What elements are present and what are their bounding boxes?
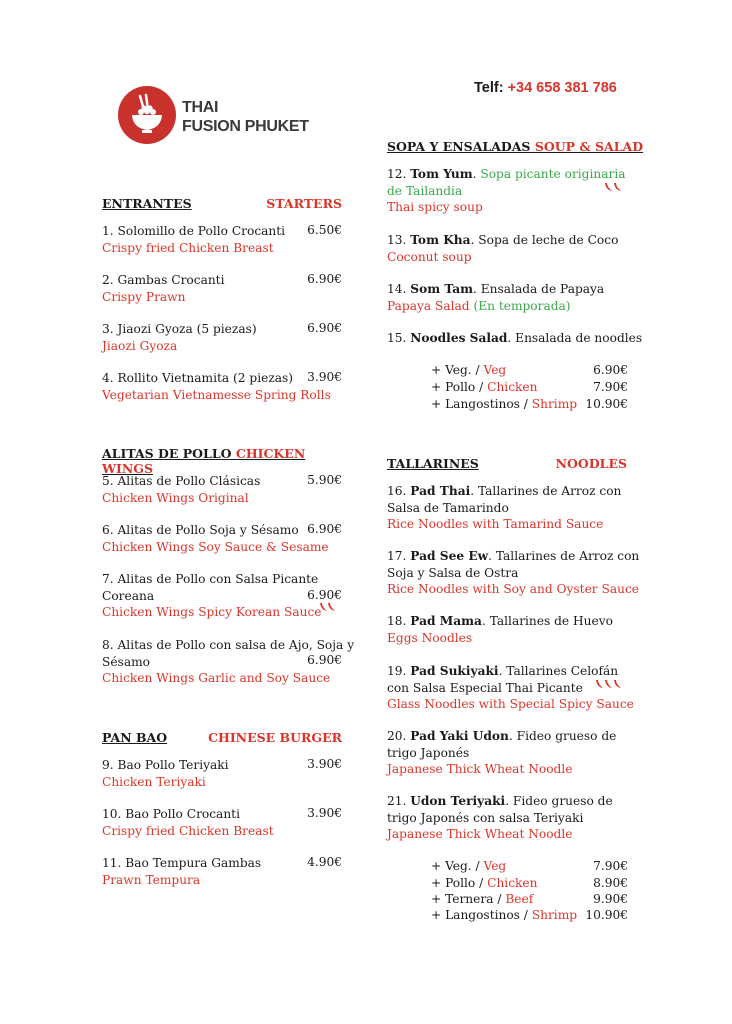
item-desc-cont: con Salsa Especial Thai Picante — [387, 680, 583, 695]
item-name-es: 7. Alitas de Pollo con Salsa Picante — [102, 572, 319, 586]
option-price: 9.90€ — [593, 892, 628, 906]
section-title-en: SOUP & SALAD — [534, 139, 644, 154]
brand-name — [182, 98, 309, 136]
item-number: 18. — [387, 614, 407, 628]
item-season-note: (En temporada) — [473, 298, 571, 313]
phone-contact — [474, 80, 617, 96]
option-name-en: Beef — [505, 892, 534, 906]
item-number: 21. — [387, 794, 407, 808]
phone-number[interactable]: +34 658 381 786 — [507, 80, 617, 96]
item-name: Som Tam — [410, 282, 474, 296]
option-name-en: Chicken — [487, 876, 538, 890]
item-desc: . Tallarines de Arroz con — [470, 484, 622, 498]
option-price: 7.90€ — [593, 380, 628, 394]
item-desc: . Fideo grueso de — [508, 729, 617, 743]
item-price: 5.90€ — [307, 473, 342, 487]
item-name-en: Coconut soup — [387, 249, 472, 264]
menu-item — [102, 571, 322, 621]
item-name-en: Glass Noodles with Special Spicy Sauce — [387, 697, 634, 711]
chili-pepper-icon — [594, 678, 626, 693]
option-row — [431, 379, 537, 396]
menu-item — [102, 806, 274, 839]
item-number: 17. — [387, 549, 407, 563]
option-name-es: + Veg. / — [431, 363, 480, 377]
item-sep: . — [472, 167, 481, 181]
item-desc: . Tallarines de Huevo — [481, 614, 613, 628]
item-name: Tom Yum — [410, 167, 473, 181]
menu-item — [387, 793, 613, 843]
item-name: Tom Kha — [410, 233, 471, 247]
section-title-es: PAN BAO — [102, 730, 168, 745]
option-row — [431, 362, 506, 379]
menu-item — [102, 223, 285, 256]
menu-item — [387, 483, 621, 533]
option-price: 10.90€ — [585, 908, 628, 922]
item-number: 14. — [387, 282, 407, 296]
item-price: 3.90€ — [307, 370, 342, 384]
section-title-es: TALLARINES — [387, 456, 479, 471]
item-name-en: Chicken Wings Garlic and Soy Sauce — [102, 671, 331, 685]
menu-item — [387, 281, 604, 314]
item-number: 16. — [387, 484, 407, 498]
menu-item — [102, 321, 257, 354]
option-name-es: + Langostinos / — [431, 908, 528, 922]
item-desc: . Tallarines Celofán — [498, 664, 619, 678]
item-name-en: Japanese Thick Wheat Noodle — [387, 762, 573, 776]
phone-label: Telf: — [474, 80, 504, 96]
section-title-es: SOPA Y ENSALADAS — [387, 139, 531, 154]
option-name-en: Veg — [483, 859, 507, 873]
item-name-en: Prawn Tempura — [102, 872, 201, 887]
item-name-en: Jiaozi Gyoza — [102, 338, 178, 353]
menu-item — [102, 757, 229, 790]
item-name-es: 4. Rollito Vietnamita (2 piezas) — [102, 371, 294, 385]
option-row — [431, 396, 577, 413]
item-price: 3.90€ — [307, 757, 342, 771]
item-name: Noodles Salad — [410, 331, 508, 345]
option-row — [431, 858, 506, 875]
item-desc-cont: Salsa de Tamarindo — [387, 500, 509, 515]
item-desc: . Sopa de leche de Coco — [470, 233, 619, 247]
item-name-en: Crispy fried Chicken Breast — [102, 240, 274, 255]
item-name: Pad Yaki Udon — [410, 729, 509, 743]
option-row — [431, 875, 537, 892]
option-price: 10.90€ — [585, 397, 628, 411]
option-name-es: + Pollo / — [431, 876, 484, 890]
section-header-soup — [387, 139, 643, 154]
item-price: 6.90€ — [307, 522, 342, 536]
item-name-en: Papaya Salad — [387, 298, 470, 313]
item-price: 3.90€ — [307, 806, 342, 820]
item-name-es: 8. Alitas de Pollo con salsa de Ajo, Soja y — [102, 638, 355, 652]
section-title-en: NOODLES — [555, 456, 627, 471]
item-name-es: 5. Alitas de Pollo Clásicas — [102, 474, 261, 488]
brand-line-2: FUSION PHUKET — [182, 118, 309, 135]
section-header-starters — [102, 196, 342, 211]
section-title-es: ENTRANTES — [102, 196, 192, 211]
item-name-en: Japanese Thick Wheat Noodle — [387, 827, 573, 841]
option-name-es: + Pollo / — [431, 380, 484, 394]
item-price: 6.90€ — [307, 272, 342, 286]
menu-item — [387, 330, 642, 347]
menu-item — [102, 370, 331, 403]
item-number: 15. — [387, 331, 407, 345]
item-desc: Sopa picante originaria — [480, 167, 626, 181]
item-name: Pad Mama — [410, 614, 482, 628]
menu-item — [387, 728, 616, 778]
option-name-es: + Veg. / — [431, 859, 480, 873]
item-name-es: 11. Bao Tempura Gambas — [102, 856, 262, 870]
item-price: 6.90€ — [307, 653, 342, 667]
rice-bowl-logo-icon — [118, 86, 176, 144]
item-price: 6.90€ — [307, 321, 342, 335]
item-number: 19. — [387, 664, 407, 678]
section-title-es: ALITAS DE POLLO — [102, 446, 232, 461]
section-header-wings — [102, 446, 342, 476]
item-price: 6.50€ — [307, 223, 342, 237]
chili-pepper-icon — [318, 601, 338, 616]
option-name-en: Chicken — [487, 380, 538, 394]
item-number: 13. — [387, 233, 407, 247]
item-number: 12. — [387, 167, 407, 181]
item-number: 20. — [387, 729, 407, 743]
item-name-en: Rice Noodles with Soy and Oyster Sauce — [387, 582, 639, 596]
chili-pepper-icon — [603, 181, 625, 196]
item-name-en: Thai spicy soup — [387, 200, 483, 214]
item-name-en: Crispy Prawn — [102, 289, 186, 304]
item-name: Pad Thai — [410, 484, 471, 498]
item-name-es: 6. Alitas de Pollo Soja y Sésamo — [102, 523, 299, 537]
item-desc: . Ensalada de Papaya — [473, 282, 605, 296]
option-row — [431, 907, 577, 924]
item-desc: . Tallarines de Arroz con — [488, 549, 640, 563]
item-name-en: Crispy fried Chicken Breast — [102, 823, 274, 838]
section-title-en: STARTERS — [266, 196, 342, 211]
section-title-en: CHINESE BURGER — [208, 730, 342, 745]
item-name-en: Chicken Wings Original — [102, 490, 249, 505]
menu-item — [387, 166, 625, 216]
item-desc: . Ensalada de noodles — [507, 331, 643, 345]
option-name-en: Shrimp — [531, 397, 578, 411]
item-name-en: Chicken Teriyaki — [102, 774, 206, 789]
option-name-en: Shrimp — [531, 908, 578, 922]
menu-item — [102, 855, 261, 888]
option-name-es: + Langostinos / — [431, 397, 528, 411]
option-name-es: + Ternera / — [431, 892, 502, 906]
option-price: 8.90€ — [593, 876, 628, 890]
item-desc: . Fideo grueso de — [505, 794, 613, 808]
menu-item — [387, 548, 639, 598]
option-price: 7.90€ — [593, 859, 628, 873]
section-header-noodles — [387, 456, 627, 471]
option-price: 6.90€ — [593, 363, 628, 377]
item-name-es: 9. Bao Pollo Teriyaki — [102, 758, 229, 772]
item-name-en: Eggs Noodles — [387, 630, 473, 645]
item-name-en: Chicken Wings Soy Sauce & Sesame — [102, 539, 329, 554]
menu-item — [387, 613, 613, 646]
section-header-bao — [102, 730, 342, 745]
option-row — [431, 891, 533, 908]
item-price: 4.90€ — [307, 855, 342, 869]
item-name-es: 1. Solomillo de Pollo Crocanti — [102, 224, 286, 238]
item-name: Pad See Ew — [410, 549, 489, 563]
item-name-en: Chicken Wings Spicy Korean Sauce — [102, 605, 322, 619]
section-title-en: CHICKEN WINGS — [102, 446, 306, 476]
menu-item — [387, 232, 618, 265]
item-name-es: 2. Gambas Crocanti — [102, 273, 225, 287]
brand-logo — [118, 86, 338, 146]
menu-item — [102, 473, 260, 506]
item-name-es-cont: Coreana — [102, 588, 155, 603]
item-desc-cont: trigo Japonés — [387, 745, 470, 760]
item-desc-cont: Soja y Salsa de Ostra — [387, 565, 519, 580]
item-name-es: 3. Jiaozi Gyoza (5 piezas) — [102, 322, 257, 336]
item-name-es-cont: Sésamo — [102, 654, 150, 669]
menu-item — [102, 522, 329, 555]
item-name-es: 10. Bao Pollo Crocanti — [102, 807, 240, 821]
item-desc-cont: de Tailandia — [387, 183, 463, 198]
item-desc-cont: trigo Japonés con salsa Teriyaki — [387, 810, 584, 825]
option-name-en: Veg — [483, 363, 507, 377]
item-name: Pad Sukiyaki — [410, 664, 499, 678]
item-name: Udon Teriyaki — [410, 794, 506, 808]
item-price: 6.90€ — [307, 588, 342, 602]
item-name-en: Rice Noodles with Tamarind Sauce — [387, 517, 604, 531]
brand-line-1: THAI — [182, 99, 219, 116]
menu-item — [102, 272, 224, 305]
item-name-en: Vegetarian Vietnamesse Spring Rolls — [102, 387, 331, 402]
